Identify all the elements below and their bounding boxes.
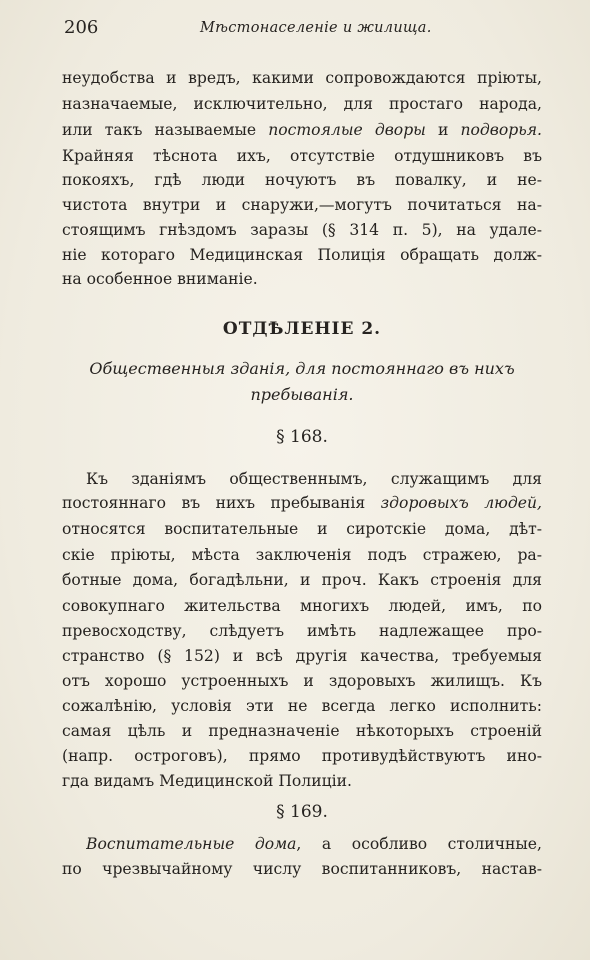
text-line: совокупнаго жительства многихъ людей, имъ, по	[62, 597, 542, 615]
section-title: ОТДѢЛЕНІЕ 2.	[222, 319, 382, 339]
text-line: по чрезвычайному числу воспитанниковъ, настав-	[62, 860, 542, 878]
page-number: 206	[64, 17, 99, 38]
text-line: превосходству, слѣдуетъ имѣть надлежащее про-	[62, 622, 542, 640]
text-line: скіе пріюты, мѣста заключенія подъ стражею, ра-	[62, 546, 542, 564]
text-run: или такъ называемые	[62, 121, 269, 139]
emphasis-text: подворья.	[460, 121, 542, 139]
emphasis-text: постоялые дворы	[268, 121, 426, 139]
text-line	[62, 491, 542, 515]
section-subtitle: пребыванія.	[250, 385, 354, 404]
text-line	[62, 118, 542, 142]
text-line: сожалѣнію, условія эти не всегда легко исполнить:	[62, 697, 542, 715]
text-line: на особенное вниманіе.	[62, 270, 258, 288]
text-line	[86, 832, 542, 856]
text-run: постояннаго въ нихъ пребыванія	[62, 494, 381, 512]
text-run: , а особливо столичные,	[296, 835, 542, 853]
text-line: стоящимъ гнѣздомъ заразы (§ 314 п. 5), на удале-	[62, 221, 542, 239]
text-line: отъ хорошо устроенныхъ и здоровыхъ жилищъ. Къ	[62, 672, 542, 690]
text-line: неудобства и вредъ, какими сопровождаются пріюты,	[62, 69, 542, 87]
paragraph-number: § 169.	[276, 802, 328, 822]
text-line: ніе котораго Медицинская Полиція обращать долж-	[62, 246, 542, 264]
text-line: самая цѣль и предназначеніе нѣкоторыхъ строеній	[62, 722, 542, 740]
section-subtitle: Общественныя зданія, для постояннаго въ нихъ	[89, 359, 515, 378]
text-line: странство (§ 152) и всѣ другія качества, требуемыя	[62, 647, 542, 665]
text-line: назначаемые, исключительно, для простаго народа,	[62, 95, 542, 113]
text-line: гда видамъ Медицинской Полиціи.	[62, 772, 352, 790]
running-title: Мѣстонаселеніе и жилища.	[200, 20, 432, 36]
text-run: и	[425, 121, 461, 139]
paragraph-number: § 168.	[276, 427, 328, 447]
text-line: покояхъ, гдѣ люди ночуютъ въ повалку, и не-	[62, 171, 542, 189]
text-line: чистота внутри и снаружи,—могутъ почитаться на-	[62, 196, 542, 214]
text-line: Къ зданіямъ общественнымъ, служащимъ для	[86, 470, 542, 488]
emphasis-text: здоровыхъ людей,	[380, 494, 542, 512]
emphasis-text: Воспитательные дома	[86, 835, 297, 853]
text-line: (напр. остроговъ), прямо противудѣйствуютъ ино-	[62, 747, 542, 765]
text-line: относятся воспитательные и сиротскіе дома, дѣт-	[62, 520, 542, 538]
text-line: ботные дома, богадѣльни, и проч. Какъ строенія для	[62, 571, 542, 589]
text-line: Крайняя тѣснота ихъ, отсутствіе отдушниковъ въ	[62, 147, 542, 165]
